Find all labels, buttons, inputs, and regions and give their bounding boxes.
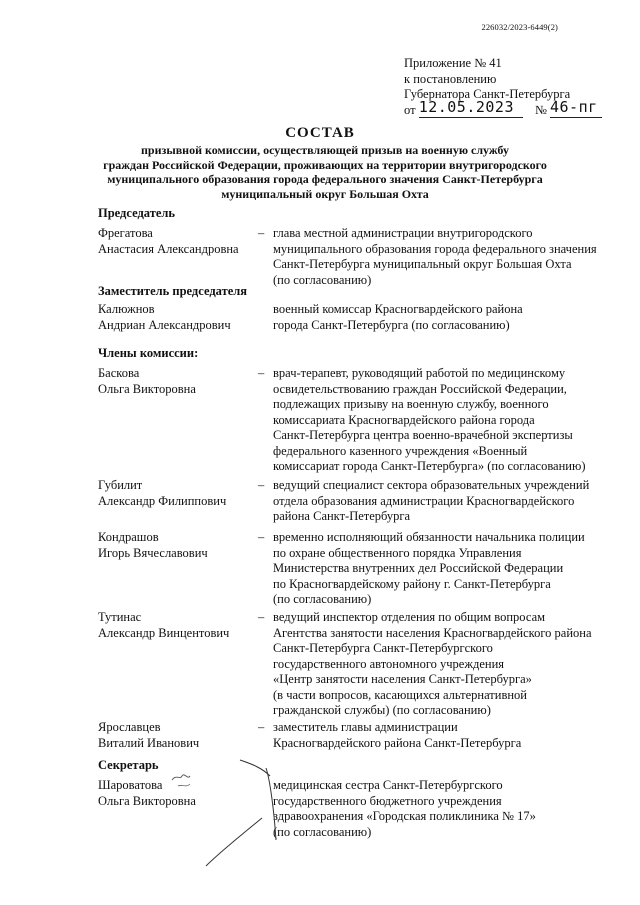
surname: Шароватова	[98, 778, 163, 792]
appendix-date-line	[404, 97, 602, 119]
given-names: Андриан Александрович	[98, 317, 231, 332]
member-position: военный комиссар Красногвардейского района города Санкт-Петербурга (по согласованию)	[273, 302, 523, 332]
appendix-line-2: к постановлению	[404, 71, 497, 86]
surname: Кондрашов	[98, 530, 159, 544]
member-name	[98, 610, 229, 641]
given-names: Игорь Вячеславович	[98, 545, 208, 560]
member-position: заместитель главы администрации Красногвардейского района Санкт-Петербурга	[273, 720, 522, 750]
given-names: Ольга Викторовна	[98, 381, 196, 396]
section-secretary: Секретарь	[98, 758, 159, 772]
surname: Тутинас	[98, 610, 142, 624]
appendix-line-3: Губернатора Санкт-Петербурга	[404, 87, 571, 101]
surname: Баскова	[98, 366, 140, 380]
surname: Губилит	[98, 478, 143, 492]
subtitle-line-4: муниципальный округ Большая Охта	[221, 186, 429, 201]
given-names: Виталий Иванович	[98, 735, 200, 750]
given-names: Александр Филиппович	[98, 493, 227, 508]
dash: –	[258, 366, 265, 380]
member-position: ведущий специалист сектора образовательных учреждений отдела образования администрации Красногвардейского района Санкт-Петербурга	[273, 478, 590, 523]
date-field	[418, 97, 523, 118]
member-name	[98, 366, 196, 397]
subtitle-line-3: муниципального образования города федерального значения Санкт-Петербурга	[107, 172, 543, 186]
dash: –	[258, 226, 265, 240]
appendix-line-1: Приложение № 41	[404, 56, 502, 70]
member-name	[98, 226, 239, 257]
from-prefix: от	[404, 102, 416, 117]
member-position: ведущий инспектор отделения по общим вопросам Агентства занятости населения Красногвардейского района Санкт-Петербурга Санкт-Петербургского государственного автономного учреждения «Центр занятости населения Санкт-Петербурга» (в части вопросов, касающихся альтернативной гражданской службы) (по согласованию)	[273, 610, 592, 717]
member-position: медицинская сестра Санкт-Петербургского государственного бюджетного учреждения здравоохранения «Городская поликлиника № 17» (по согласованию)	[273, 778, 536, 839]
dash: –	[258, 720, 265, 734]
appendix-block	[404, 56, 602, 118]
section-deputy: Заместитель председателя	[98, 284, 248, 298]
member-position: глава местной администрации внутригородского муниципального образования города федерального значения Санкт-Петербурга муниципальный округ Большая Охта (по согласованию)	[273, 226, 597, 287]
section-members: Члены комиссии:	[98, 346, 199, 360]
surname: Калюжнов	[98, 302, 155, 316]
given-names: Ольга Викторовна	[98, 793, 196, 808]
given-names: Анастасия Александровна	[98, 241, 239, 256]
given-names: Александр Винцентович	[98, 625, 230, 640]
surname: Ярославцев	[98, 720, 161, 734]
subtitle-line-2: граждан Российской Федерации, проживающих на территории внутригородского	[103, 157, 547, 172]
dash: –	[258, 530, 265, 544]
document-subtitle	[60, 143, 590, 201]
document-number: 226032/2023-6449(2)	[481, 22, 558, 32]
surname: Фрегатова	[98, 226, 153, 240]
dash: –	[258, 478, 265, 492]
member-name	[98, 530, 208, 561]
number-field	[550, 97, 602, 118]
member-name	[98, 478, 226, 509]
member-name	[98, 302, 231, 333]
decree-date: 12.05.2023	[418, 97, 514, 116]
member-position: врач-терапевт, руководящий работой по медицинскому освидетельствованию граждан Российской Федерации, подлежащих призыву на военную службу, военного комиссариата Красногвардейского района города Санкт-Петербурга центра военно-врачебной экспертизы федерального казенного учреждения «Военный комиссариат города Санкт-Петербурга» (по согласованию)	[273, 366, 586, 473]
dash: –	[258, 610, 265, 624]
section-chair: Председатель	[98, 206, 176, 220]
signature-mark	[120, 640, 420, 870]
member-position: временно исполняющий обязанности начальника полиции по охране общественного порядка Управления Министерства внутренних дел Российской Федерации по Красногвардейскому району г. Санкт-Петербурга (по согласованию)	[273, 530, 585, 606]
document-title: СОСТАВ	[285, 125, 355, 141]
number-prefix: №	[534, 102, 547, 117]
decree-number: 46-пг	[550, 97, 598, 116]
subtitle-line-1: призывной комиссии, осуществляющей призыв на военную службу	[141, 143, 509, 157]
